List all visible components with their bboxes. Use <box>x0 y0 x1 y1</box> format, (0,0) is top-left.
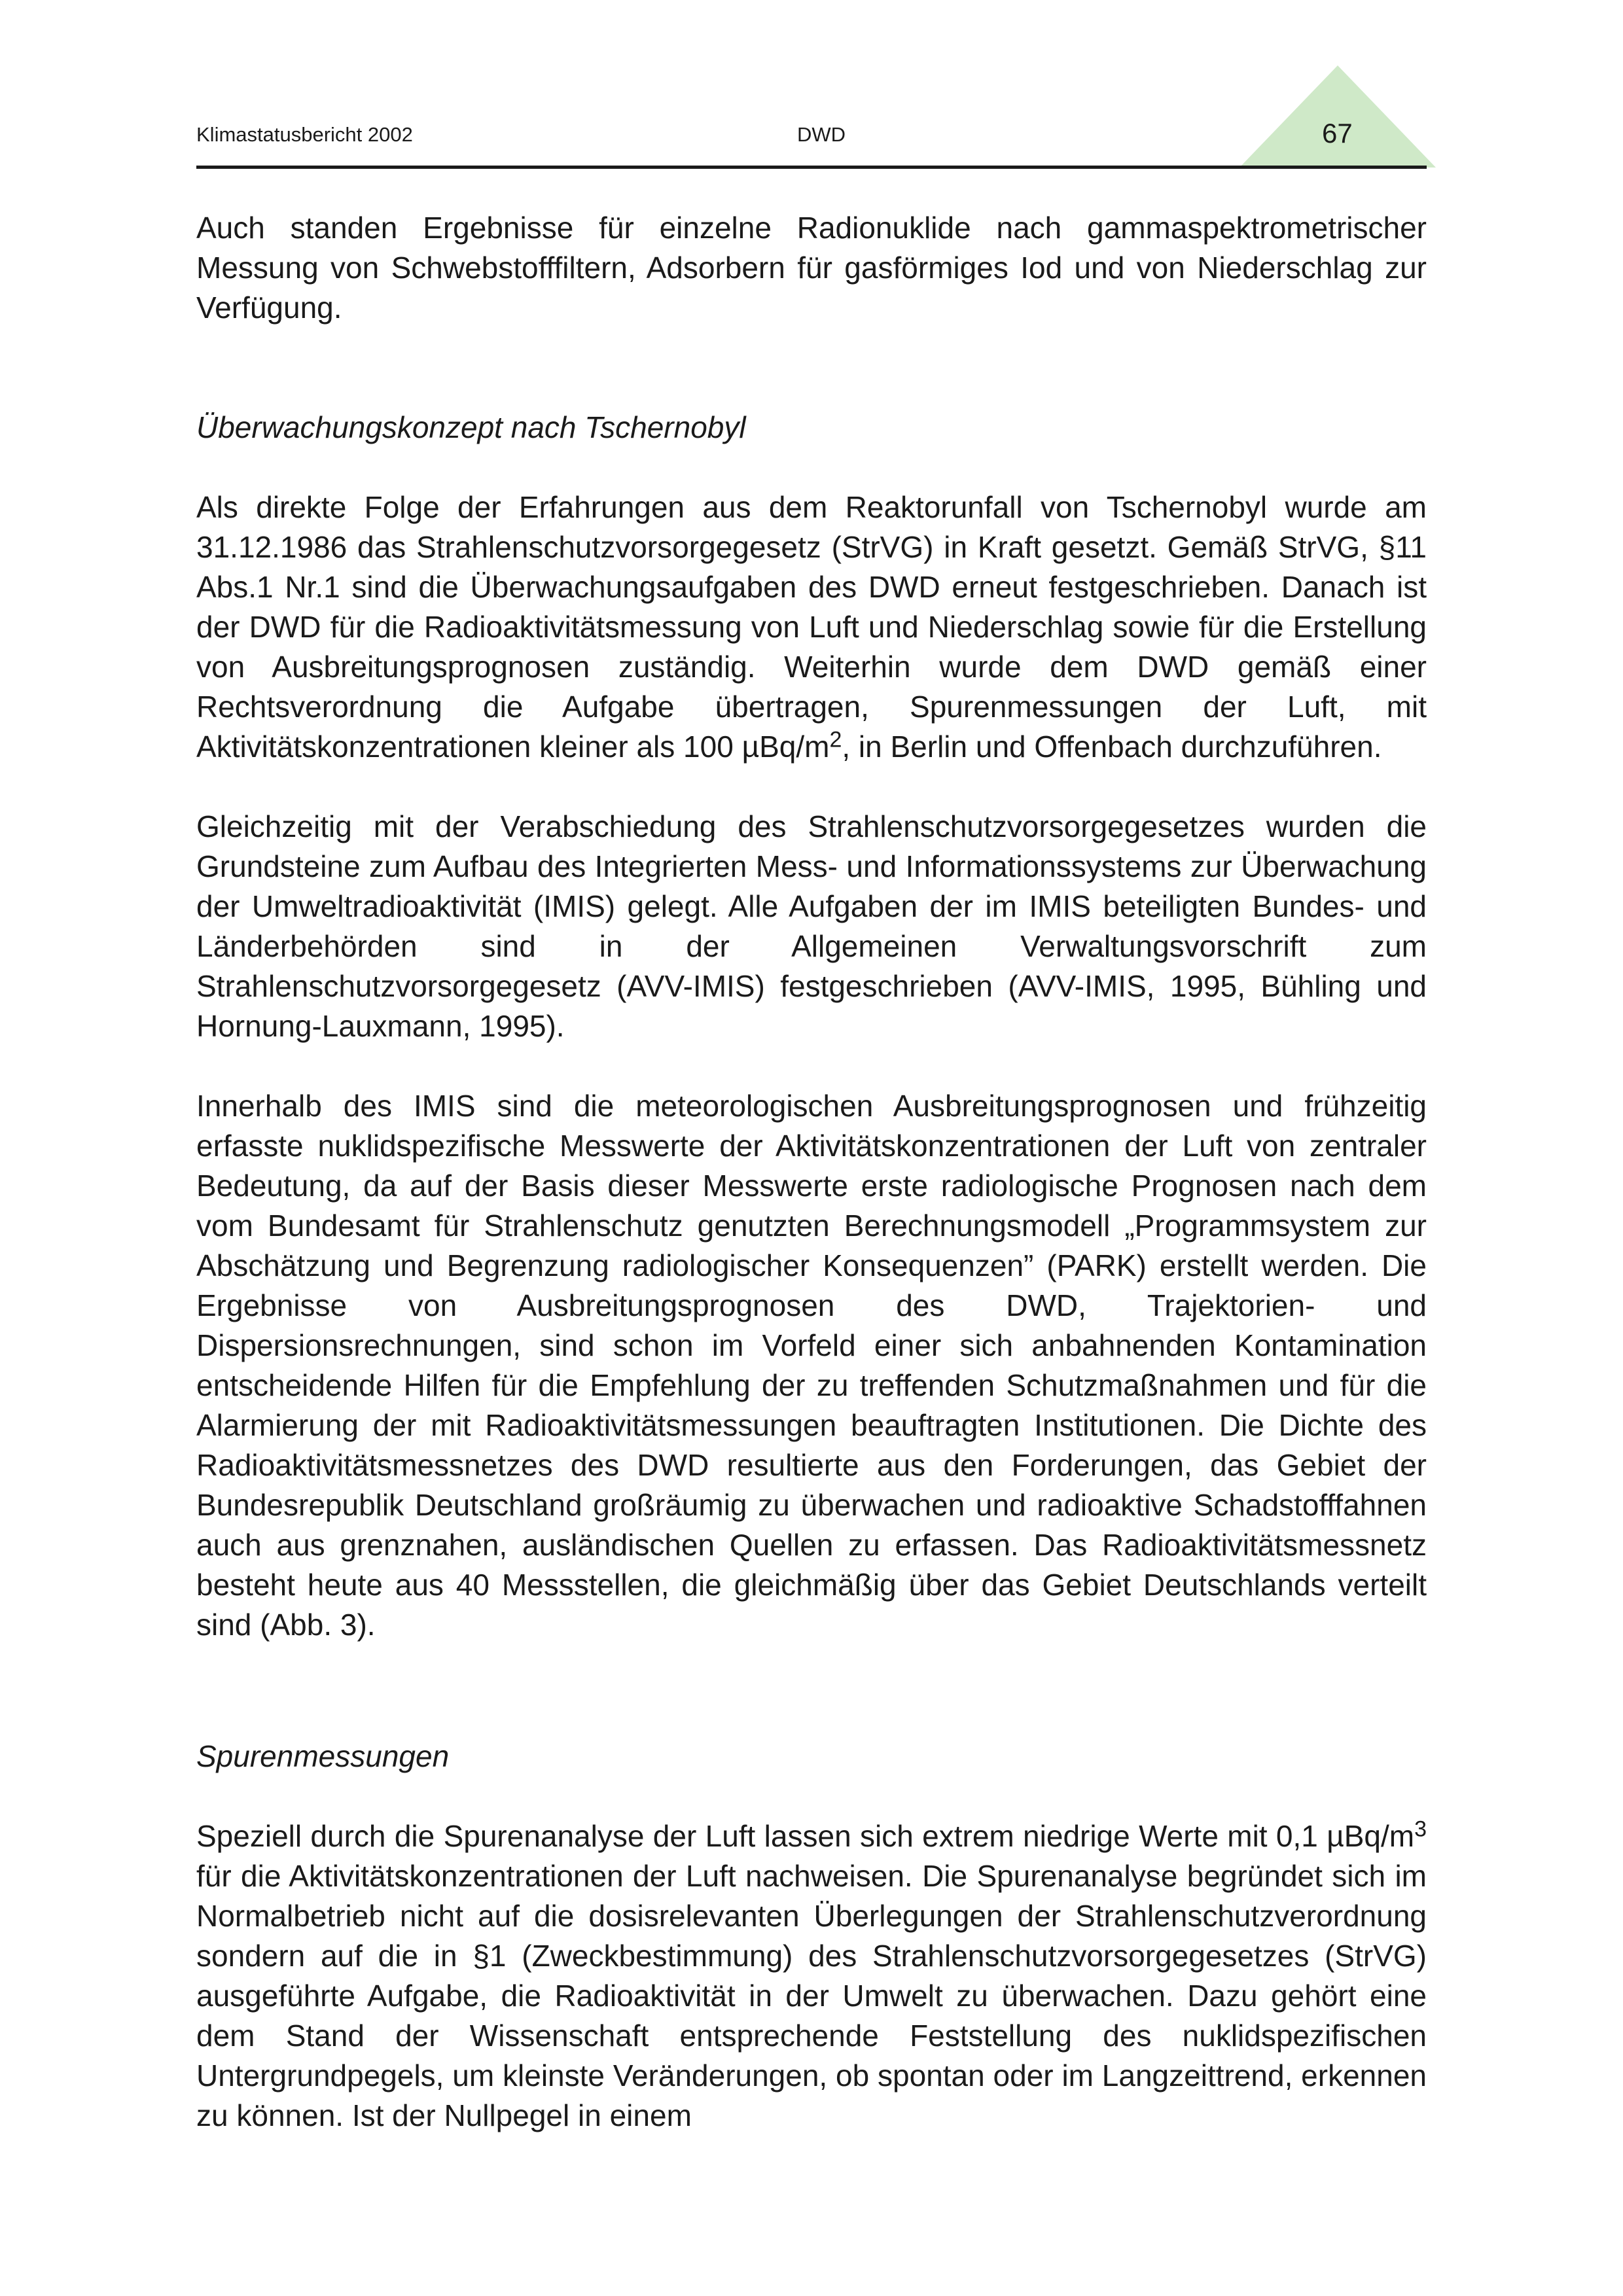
paragraph-2-text: Als direkte Folge der Erfahrungen aus dem Reaktorunfall von Tschernobyl wurde am 31.12.1986 das Strahlenschutzvorsorgegesetz (StrVG) in Kraft gesetzt. Gemäß StrVG, §11 Abs.1 Nr.1 sind die Überwachungsaufgaben des DWD erneut festgeschrieben. Danach ist der DWD für die Radioaktivitätsmessung von Luft und Niederschlag sowie für die Erstellung von Ausbreitungsprognosen zuständig. Weiterhin wurde dem DWD gemäß einer Rechtsverordnung die Aufgabe übertragen, Spurenmessungen der Luft, mit Aktivitätskonzentrationen kleiner als 100 µBq/m <box>196 490 1427 764</box>
page-header <box>196 65 1427 170</box>
paragraph-5-text: Speziell durch die Spurenanalyse der Luft lassen sich extrem niedrige Werte mit 0,1 µBq/m <box>196 1819 1415 1853</box>
publisher-label: DWD <box>797 123 846 146</box>
superscript-3: 3 <box>1414 1816 1427 1842</box>
page-corner-triangle <box>1240 65 1436 168</box>
paragraph-5 <box>196 1816 1427 2136</box>
paragraph-2-text-end: , in Berlin und Offenbach durchzuführen. <box>842 730 1382 764</box>
paragraph-5-text-end: für die Aktivitätskonzentrationen der Luft nachweisen. Die Spurenanalyse begründet sich im Normalbetrieb nicht auf die dosisrelevanten Überlegungen der Strahlenschutzverordnung sondern auf die in §1 (Zweckbestimmung) des Strahlenschutzvorsorgegesetzes (StrVG) ausgeführte Aufgabe, die Radioaktivität in der Umwelt zu überwachen. Dazu gehört eine dem Stand der Wissenschaft entsprechende Feststellung des nuklidspezifischen Untergrundpegels, um kleinste Veränderungen, ob spontan oder im Langzeittrend, erkennen zu können. Ist der Nullpegel in einem <box>196 1859 1427 2132</box>
page-number: 67 <box>1322 118 1353 149</box>
paragraph-4: Innerhalb des IMIS sind die meteorologischen Ausbreitungsprognosen und frühzeitig erfasste nuklidspezifische Messwerte der Aktivitätskonzentrationen der Luft von zentraler Bedeutung, da auf der Basis dieser Messwerte erste radiologische Prognosen nach dem vom Bundesamt für Strahlenschutz genutzten Berechnungsmodell „Programmsystem zur Abschätzung und Begrenzung radiologischer Konsequenzen” (PARK) erstellt werden. Die Ergebnisse von Ausbreitungsprognosen des DWD, Trajektorien- und Dispersionsrechnungen, sind schon im Vorfeld einer sich anbahnenden Kontamination entscheidende Hilfen für die Empfehlung der zu treffenden Schutzmaßnahmen und für die Alarmierung der mit Radioaktivitätsmessungen beauftragten Institutionen. Die Dichte des Radioaktivitätsmessnetzes des DWD resultierte aus den Forderungen, das Gebiet der Bundesrepublik Deutschland großräumig zu überwachen und radioaktive Schadstofffahnen auch aus grenznahen, ausländischen Quellen zu erfassen. Das Radioaktivitätsmessnetz besteht heute aus 40 Messstellen, die gleichmäßig über das Gebiet Deutschlands verteilt sind (Abb. 3). <box>196 1089 1427 1642</box>
paragraph-2 <box>196 487 1427 767</box>
section-heading-spurenmessungen: Spurenmessungen <box>196 1739 450 1773</box>
paragraph-3: Gleichzeitig mit der Verabschiedung des Strahlenschutzvorsorgegesetzes wurden die Grundsteine zum Aufbau des Integrierten Mess- und Informationssystems zur Überwachung der Umweltradioaktivität (IMIS) gelegt. Alle Aufgaben der im IMIS beteiligten Bundes- und Länderbehörden sind in der Allgemeinen Verwaltungsvorschrift zum Strahlenschutzvorsorgegesetz (AVV-IMIS) festgeschrieben (AVV-IMIS, 1995, Bühling und Hornung-Lauxmann, 1995). <box>196 809 1427 1043</box>
report-title: Klimastatusbericht 2002 <box>196 123 413 146</box>
body-text <box>196 208 1427 2136</box>
paragraph-1: Auch standen Ergebnisse für einzelne Radionuklide nach gammaspektrometrischer Messung von Schwebstofffiltern, Adsorbern für gasförmiges Iod und von Niederschlag zur Verfügung. <box>196 211 1427 325</box>
superscript-2: 2 <box>829 727 842 752</box>
header-rule <box>196 166 1427 169</box>
section-heading-tschernobyl: Überwachungskonzept nach Tschernobyl <box>196 410 746 444</box>
